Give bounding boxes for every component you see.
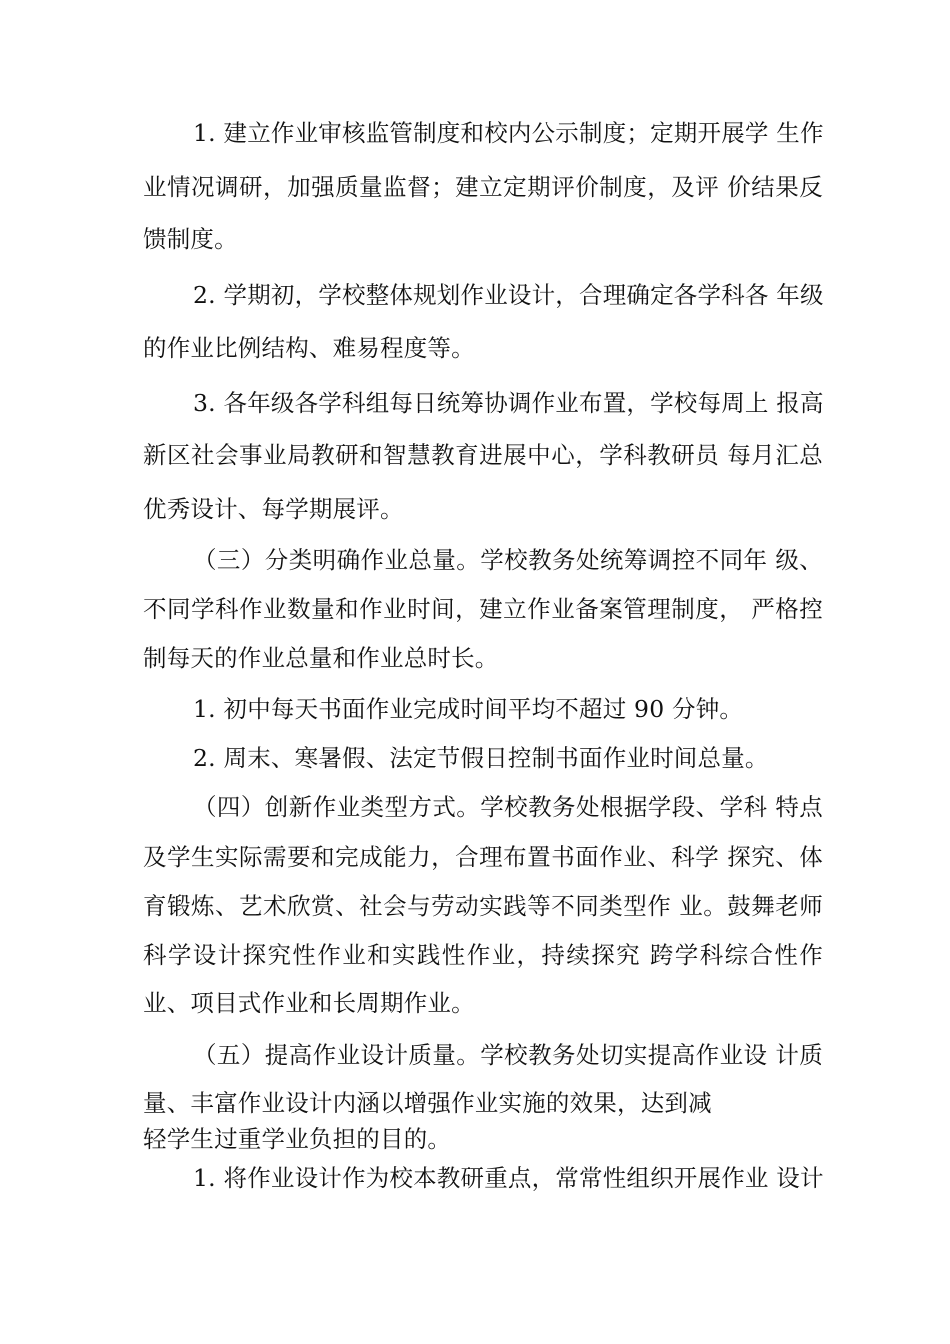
text-line: 1. 建立作业审核监管制度和校内公示制度；定期开展学 生作	[193, 119, 824, 147]
text-line: （五）提高作业设计质量。学校教务处切实提高作业设 计质	[193, 1041, 823, 1069]
text-line: 馈制度。	[143, 225, 238, 253]
text-line: （三）分类明确作业总量。学校教务处统筹调控不同年 级、	[193, 546, 823, 574]
text-line: 量、丰富作业设计内涵以增强作业实施的效果，达到减	[143, 1089, 712, 1117]
text-line: 业情况调研，加强质量监督；建立定期评价制度，及评 价结果反	[143, 173, 823, 201]
text-line: 3. 各年级各学科组每日统筹协调作业布置，学校每周上 报高	[193, 389, 824, 417]
text-line: 新区社会事业局教研和智慧教育进展中心，学科教研员 每月汇总	[143, 441, 823, 469]
text-line: 制每天的作业总量和作业总时长。	[143, 644, 499, 672]
text-line: 1. 将作业设计作为校本教研重点，常常性组织开展作业 设计	[193, 1164, 824, 1192]
text-line: 2. 周末、寒暑假、法定节假日控制书面作业时间总量。	[193, 744, 769, 772]
text-line: 的作业比例结构、难易程度等。	[143, 334, 475, 362]
text-line: 优秀设计、每学期展评。	[143, 495, 404, 523]
text-line: 轻学生过重学业负担的目的。	[143, 1125, 452, 1153]
text-line: 1. 初中每天书面作业完成时间平均不超过 90 分钟。	[193, 695, 744, 723]
text-line: 科学设计探究性作业和实践性作业，持续探究 跨学科综合性作	[143, 941, 823, 969]
text-line: 育锻炼、艺术欣赏、社会与劳动实践等不同类型作 业。鼓舞老师	[143, 892, 823, 920]
text-line: 及学生实际需要和完成能力，合理布置书面作业、科学 探究、体	[143, 843, 823, 871]
text-line: （四）创新作业类型方式。学校教务处根据学段、学科 特点	[193, 793, 823, 821]
text-line: 不同学科作业数量和作业时间，建立作业备案管理制度， 严格控	[143, 595, 823, 623]
text-line: 2. 学期初，学校整体规划作业设计，合理确定各学科各 年级	[193, 281, 824, 309]
text-line: 业、项目式作业和长周期作业。	[143, 989, 475, 1017]
